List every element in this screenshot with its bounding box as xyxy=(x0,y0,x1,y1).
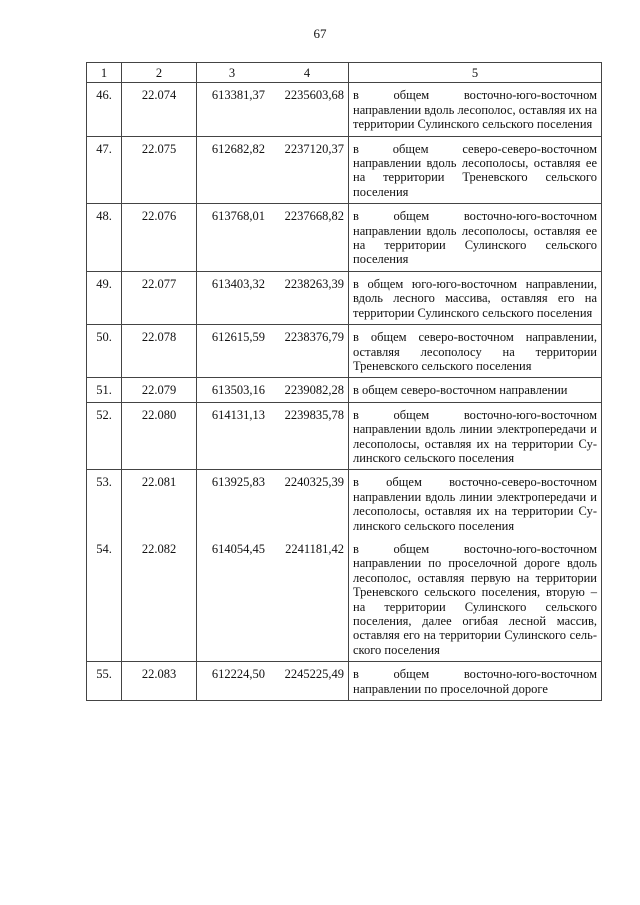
x-coordinate: 613381,37 xyxy=(197,83,269,136)
boundary-description: в общем восточно-северо-восточном направлении вдоль линии электропередачи и лесополосы, оставляя их на территории Сулинского сельского поселения xyxy=(349,470,602,537)
y-coordinate: 2238263,39 xyxy=(268,271,349,324)
y-coordinate: 2237120,37 xyxy=(268,136,349,204)
y-coordinate: 2235603,68 xyxy=(268,83,349,136)
table-row xyxy=(87,271,602,324)
point-number: 22.082 xyxy=(122,537,197,662)
table-row xyxy=(87,662,602,701)
boundary-description: в общем восточно-юго-восточном направлении вдоль линии электропередачи и лесополосы, оставляя их на территории Сулинского сельского поселения xyxy=(349,402,602,470)
column-header-2: 2 xyxy=(122,63,197,83)
x-coordinate: 612224,50 xyxy=(197,662,269,701)
point-number: 22.083 xyxy=(122,662,197,701)
x-coordinate: 613403,32 xyxy=(197,271,269,324)
x-coordinate: 614131,13 xyxy=(197,402,269,470)
row-number: 51. xyxy=(87,378,122,402)
point-number: 22.075 xyxy=(122,136,197,204)
y-coordinate: 2239082,28 xyxy=(268,378,349,402)
page-number: 67 xyxy=(313,26,327,41)
column-header-4: 4 xyxy=(268,63,349,83)
row-number: 52. xyxy=(87,402,122,470)
table-row xyxy=(87,470,602,537)
point-number: 22.077 xyxy=(122,271,197,324)
point-number: 22.078 xyxy=(122,325,197,378)
table-row xyxy=(87,537,602,662)
point-number: 22.080 xyxy=(122,402,197,470)
boundary-description: в общем восточно-юго-восточном направлении вдоль лесополос, оставляя их на территории Сулинского сельского поселения xyxy=(349,83,602,136)
column-header-1: 1 xyxy=(87,63,122,83)
table-row xyxy=(87,204,602,272)
table-row xyxy=(87,136,602,204)
x-coordinate: 613768,01 xyxy=(197,204,269,272)
boundary-description: в общем северо-северо-восточном направлении вдоль лесополосы, оставляя ее на территории Треневского сельского поселения xyxy=(349,136,602,204)
row-number: 50. xyxy=(87,325,122,378)
y-coordinate: 2245225,49 xyxy=(268,662,349,701)
point-number: 22.081 xyxy=(122,470,197,537)
x-coordinate: 613925,83 xyxy=(197,470,269,537)
point-number: 22.074 xyxy=(122,83,197,136)
table-header-row xyxy=(87,63,602,83)
boundary-description: в общем северо-восточном направлении xyxy=(349,378,602,402)
row-number: 49. xyxy=(87,271,122,324)
x-coordinate: 614054,45 xyxy=(197,537,269,662)
coordinates-table xyxy=(86,62,602,701)
row-number: 53. xyxy=(87,470,122,537)
y-coordinate: 2237668,82 xyxy=(268,204,349,272)
y-coordinate: 2240325,39 xyxy=(268,470,349,537)
table-row xyxy=(87,83,602,136)
table-row xyxy=(87,325,602,378)
y-coordinate: 2238376,79 xyxy=(268,325,349,378)
boundary-description: в общем восточно-юго-восточном направлении по проселочной дороге вдоль лесополос, оставляя первую на территории Треневского сельского поселения, вторую – на территории Сулинского сельского поселения, далее огибая лесной массив, оставляя его на территории Сулинского сельского поселения xyxy=(349,537,602,662)
point-number: 22.079 xyxy=(122,378,197,402)
row-number: 54. xyxy=(87,537,122,662)
boundary-description: в общем юго-юго-восточном направлении, вдоль лесного массива, оставляя его на территории Сулинского сельского поселения xyxy=(349,271,602,324)
boundary-description: в общем северо-восточном направлении, оставляя лесополосу на территории Треневского сельского поселения xyxy=(349,325,602,378)
column-header-3: 3 xyxy=(197,63,269,83)
row-number: 48. xyxy=(87,204,122,272)
column-header-5: 5 xyxy=(349,63,602,83)
boundary-description: в общем восточно-юго-восточном направлении вдоль лесополосы, оставляя ее на территории Сулинского сельского поселения xyxy=(349,204,602,272)
x-coordinate: 612615,59 xyxy=(197,325,269,378)
row-number: 55. xyxy=(87,662,122,701)
row-number: 46. xyxy=(87,83,122,136)
table-row xyxy=(87,402,602,470)
row-number: 47. xyxy=(87,136,122,204)
boundary-description: в общем восточно-юго-восточном направлении по проселочной дороге xyxy=(349,662,602,701)
y-coordinate: 2239835,78 xyxy=(268,402,349,470)
point-number: 22.076 xyxy=(122,204,197,272)
x-coordinate: 612682,82 xyxy=(197,136,269,204)
y-coordinate: 2241181,42 xyxy=(268,537,349,662)
x-coordinate: 613503,16 xyxy=(197,378,269,402)
table-row xyxy=(87,378,602,402)
